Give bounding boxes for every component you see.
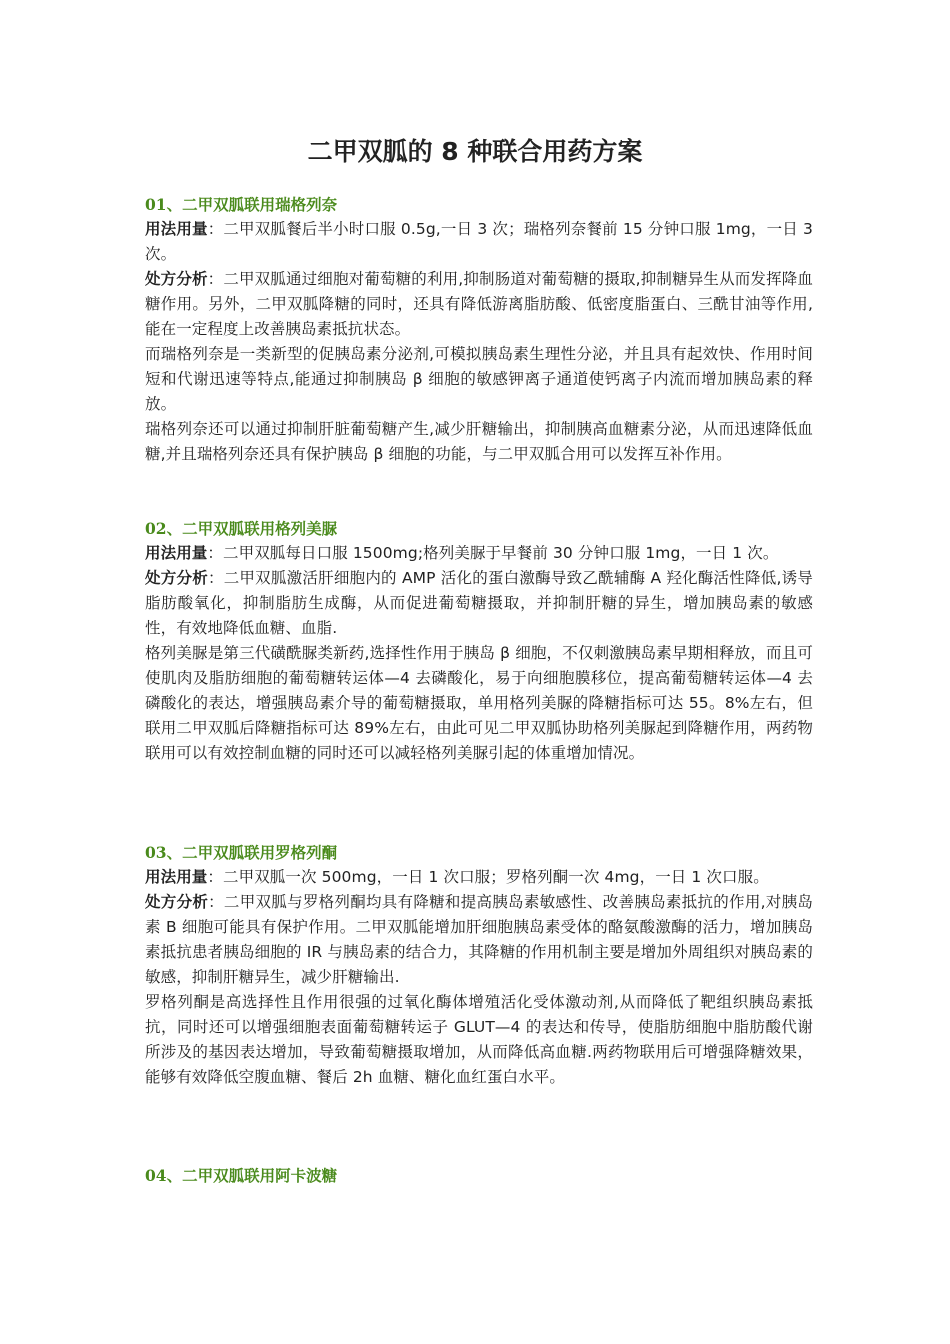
section-04: [145, 1163, 813, 1188]
usage-label: 用法用量: [145, 220, 208, 238]
usage-text: ：二甲双胍一次 500mg，一日 1 次口服；罗格列酮一次 4mg，一日 1 次口服。: [207, 868, 769, 886]
usage-paragraph: [145, 865, 813, 890]
analysis-text: ：二甲双胍通过细胞对葡萄糖的利用,抑制肠道对葡萄糖的摄取,抑制糖异生从而发挥降血糖作用。另外，二甲双胍降糖的同时，还具有降低游离脂肪酸、低密度脂蛋白、三酰甘油等作用,能在一定程度上改善胰岛素抵抗状态。: [145, 270, 813, 338]
section-heading: 02、二甲双胍联用格列美脲: [145, 519, 338, 538]
usage-text: ：二甲双胍餐后半小时口服 0.5g,一日 3 次；瑞格列奈餐前 15 分钟口服 1mg，一日 3 次。: [145, 220, 813, 263]
analysis-label: 处方分析: [145, 569, 208, 587]
usage-label: 用法用量: [145, 544, 208, 562]
section-heading: 01、二甲双胍联用瑞格列奈: [145, 195, 338, 214]
usage-label: 用法用量: [145, 868, 208, 886]
analysis-text: ：二甲双胍与罗格列酮均具有降糖和提高胰岛素敏感性、改善胰岛素抵抗的作用,对胰岛素 B 细胞可能具有保护作用。二甲双胍能增加肝细胞胰岛素受体的酪氨酸激酶的活力，增加胰岛素抵抗患者胰岛细胞的 IR 与胰岛素的结合力，其降糖的作用机制主要是增加外周组织对胰岛素的敏感，抑制肝糖异生，减少肝糖输出.: [145, 893, 813, 986]
analysis-paragraph: [145, 566, 813, 641]
section-heading: 04、二甲双胍联用阿卡波糖: [145, 1166, 338, 1185]
analysis-paragraph: [145, 890, 813, 990]
body-paragraph: 罗格列酮是高选择性且作用很强的过氧化酶体增殖活化受体激动剂,从而降低了靶组织胰岛素抵抗，同时还可以增强细胞表面葡萄糖转运子 GLUT—4 的表达和传导，使脂肪细胞中脂肪酸代谢所涉及的基因表达增加，导致葡萄糖摄取增加，从而降低高血糖.两药物联用后可增强降糖效果，能够有效降低空腹血糖、餐后 2h 血糖、糖化血红蛋白水平。: [145, 993, 813, 1086]
section-02: [145, 516, 813, 766]
body-paragraph: 格列美脲是第三代磺酰脲类新药,选择性作用于胰岛 β 细胞，不仅刺激胰岛素早期相释放，而且可使肌肉及脂肪细胞的葡萄糖转运体—4 去磷酸化，易于向细胞膜移位，提高葡萄糖转运体—4 去磷酸化的表达，增强胰岛素介导的葡萄糖摄取，单用格列美脲的降糖指标可达 55。8%左右，但联用二甲双胍后降糖指标可达 89%左右，由此可见二甲双胍协助格列美脲起到降糖作用，两药物联用可以有效控制血糖的同时还可以减轻格列美脲引起的体重增加情况。: [145, 644, 813, 762]
analysis-text: ：二甲双胍激活肝细胞内的 AMP 活化的蛋白激酶导致乙酰辅酶 A 羟化酶活性降低,诱导脂肪酸氧化，抑制脂肪生成酶，从而促进葡萄糖摄取，并抑制肝糖的异生，增加胰岛素的敏感性，有效地降低血糖、血脂.: [145, 569, 813, 637]
document-title: 二甲双胍的 8 种联合用药方案: [307, 137, 643, 166]
analysis-label: 处方分析: [145, 270, 208, 288]
analysis-label: 处方分析: [145, 893, 209, 911]
section-heading: 03、二甲双胍联用罗格列酮: [145, 843, 338, 862]
analysis-paragraph: [145, 267, 813, 342]
section-03: [145, 840, 813, 1090]
body-paragraph: 而瑞格列奈是一类新型的促胰岛素分泌剂,可模拟胰岛素生理性分泌，并且具有起效快、作用时间短和代谢迅速等特点,能通过抑制胰岛 β 细胞的敏感钾离子通道使钙离子内流而增加胰岛素的释放。: [145, 345, 813, 413]
body-paragraph: 瑞格列奈还可以通过抑制肝脏葡萄糖产生,减少肝糖输出，抑制胰高血糖素分泌，从而迅速降低血糖,并且瑞格列奈还具有保护胰岛 β 细胞的功能，与二甲双胍合用可以发挥互补作用。: [145, 420, 813, 463]
usage-paragraph: [145, 541, 813, 566]
section-01: [145, 192, 813, 467]
usage-paragraph: [145, 217, 813, 267]
usage-text: ：二甲双胍每日口服 1500mg;格列美脲于早餐前 30 分钟口服 1mg，一日 1 次。: [207, 544, 779, 562]
